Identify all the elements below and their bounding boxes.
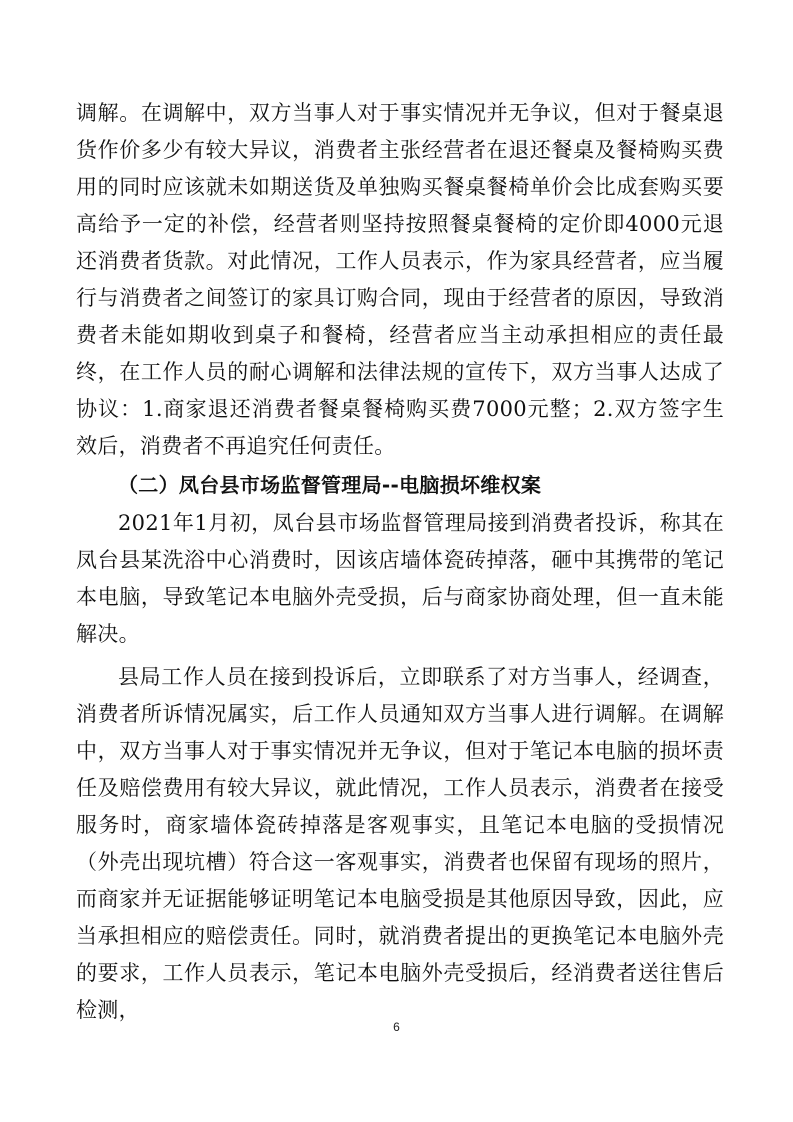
paragraph-investigation: 县局工作人员在接到投诉后，立即联系了对方当事人，经调查，消费者所诉情况属实，后工作人员通知双方当事人进行调解。在调解中，双方当事人对于事实情况并无争议，但对于笔记本电脑的损坏责任及赔偿费用有较大异议，就此情况，工作人员表示，消费者在接受服务时，商家墙体瓷砖掉落是客观事实，且笔记本电脑的受损情况（外壳出现坑槽）符合这一客观事实，消费者也保留有现场的照片，而商家并无证据能够证明笔记本电脑受损是其他原因导致，因此，应当承担相应的赔偿责任。同时，就消费者提出的更换笔记本电脑外壳的要求，工作人员表示，笔记本电脑外壳受损后，经消费者送往售后检测， — [76, 665, 724, 1022]
paragraph-complaint-received: 2021年1月初，凤台县市场监督管理局接到消费者投诉，称其在凤台县某洗浴中心消费时，因该店墙体瓷砖掉落，砸中其携带的笔记本电脑，导致笔记本电脑外壳受损，后与商家协商处理，但一直未能解决。 — [76, 511, 724, 646]
page-number: 6 — [393, 1020, 400, 1034]
section-heading: （二）凤台县市场监督管理局--电脑损坏维权案 — [118, 473, 542, 497]
paragraph-mediation-table-case: 调解。在调解中，双方当事人对于事实情况并无争议，但对于餐桌退货作价多少有较大异议，消费者主张经营者在退还餐桌及餐椅购买费用的同时应该就未如期送货及单独购买餐桌餐椅单价会比成套购买要高给予一定的补偿，经营者则坚持按照餐桌餐椅的定价即4000元退还消费者货款。对此情况，工作人员表示，作为家具经营者，应当履行与消费者之间签订的家具订购合同，现由于经营者的原因，导致消费者未能如期收到桌子和餐椅，经营者应当主动承担相应的责任最终，在工作人员的耐心调解和法律法规的宣传下，双方当事人达成了协议：1.商家退还消费者餐桌餐椅购买费7000元整；2.双方签字生效后，消费者不再追究任何责任。 — [76, 101, 724, 458]
document-page — [76, 95, 724, 1029]
